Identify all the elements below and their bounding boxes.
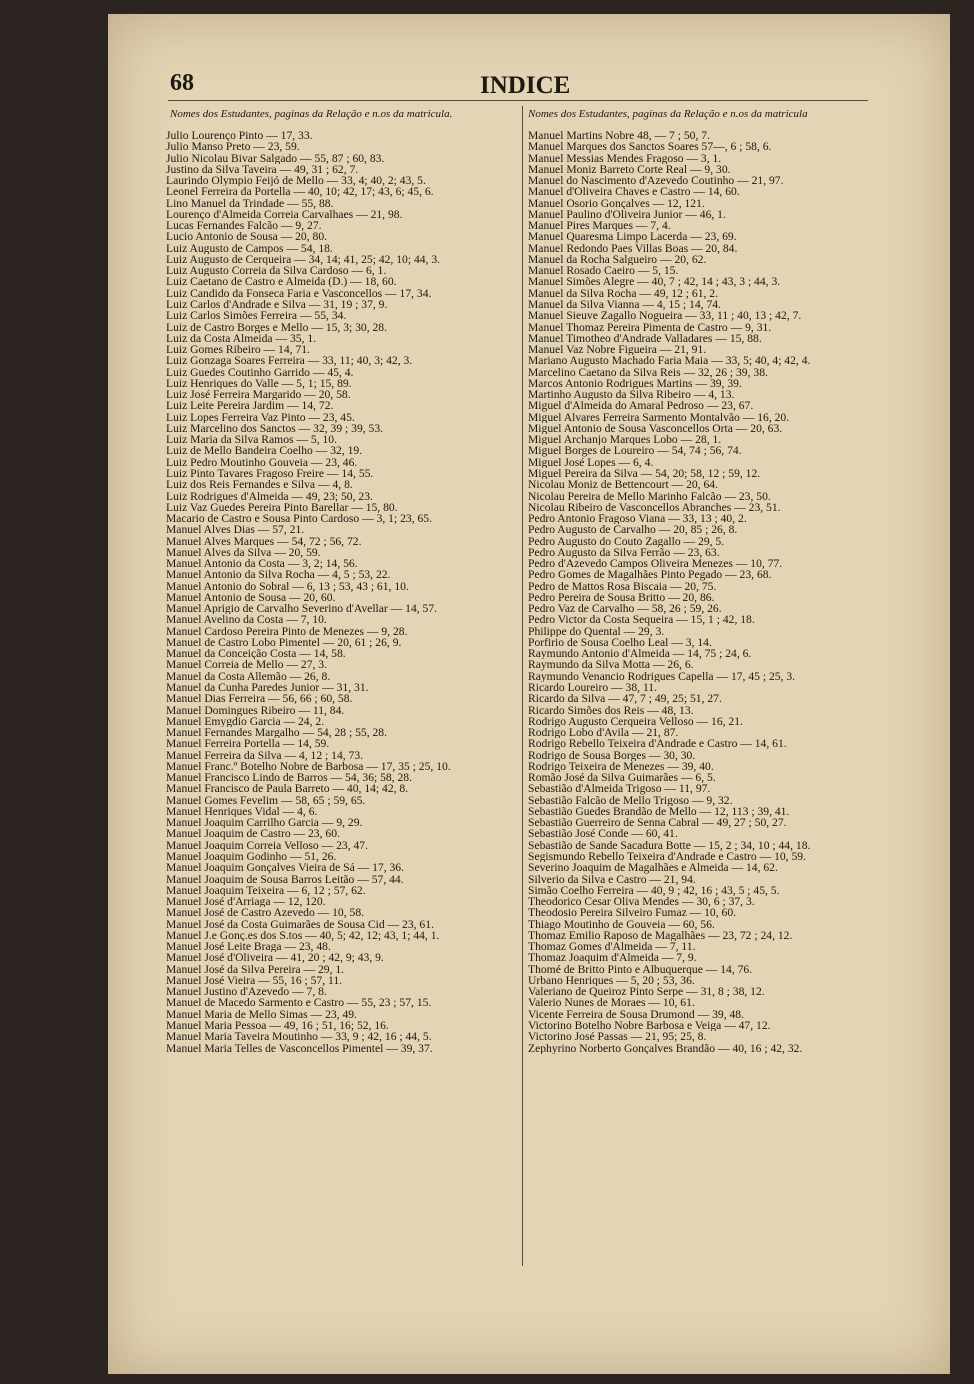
index-entry: Manuel Francisco Lindo de Barros — 54, 36; 58, 28.: [166, 772, 413, 784]
index-entry: Zephyrino Norberto Gonçalves Brandão — 40, 16 ; 42, 32.: [528, 1042, 803, 1054]
index-entry: Manuel de Castro Lobo Pimentel — 20, 61 ; 26, 9.: [166, 636, 402, 649]
index-entry: Manuel Simões Alegre — 40, 7 ; 42, 14 ; 43, 3 ; 44, 3.: [528, 276, 781, 288]
index-entry: Manuel Paulino d'Oliveira Junior — 46, 1.: [528, 208, 726, 221]
index-entry: Pedro Victor da Costa Sequeira — 15, 1 ; 42, 18.: [528, 614, 755, 626]
index-entry: Manuel Antonio de Sousa — 20, 60.: [166, 591, 336, 604]
index-entry: Luiz Carlos d'Andrade e Silva — 31, 19 ; 37, 9.: [166, 298, 388, 311]
index-entry: Luiz Augusto de Cerqueira — 34, 14; 41, 25; 42, 10; 44, 3.: [166, 253, 441, 266]
index-entry: Thomaz Gomes d'Almeida — 7, 11.: [528, 941, 696, 953]
index-entry: Manuel J.e Gonç.es dos S.tos — 40, 5; 42, 12; 43, 1; 44, 1.: [166, 929, 440, 942]
index-entry: Laurindo Olympio Feijó de Mello — 33, 4; 40, 2; 43, 5.: [166, 175, 426, 187]
index-entry: Mariano Augusto Machado Faria Maia — 33, 5; 40, 4; 42, 4.: [528, 355, 811, 367]
index-entry: Manuel Joaquim Teixeira — 6, 12 ; 57, 62.: [166, 884, 366, 897]
index-entry: Julio Manso Preto — 23, 59.: [166, 141, 300, 153]
index-entry: Manuel Alves Dias — 57, 21.: [166, 524, 305, 536]
index-entry: Severino Joaquim de Magalhães e Almeida — 14, 62.: [528, 862, 778, 874]
index-entry: Ricardo Loureiro — 38, 11.: [528, 682, 658, 694]
index-entry: Pedro Antonio Fragoso Viana — 33, 13 ; 40, 2.: [528, 513, 747, 525]
index-entry: Manuel da Silva Rocha — 49, 12 ; 61, 2.: [528, 287, 718, 299]
index-entry: Sebastião Guerreiro de Senna Cabral — 49, 27 ; 50, 27.: [528, 817, 787, 829]
index-entry: Pedro Gomes de Magalhães Pinto Pegado — 23, 68.: [528, 569, 772, 581]
index-entry: Valerio Nunes de Moraes — 10, 61.: [528, 997, 695, 1009]
index-entry: Manuel Henriques Vidal — 4, 6.: [166, 805, 318, 818]
index-entry: Rodrigo Rebello Teixeira d'Andrade e Castro — 14, 61.: [528, 738, 787, 750]
index-entry: Sebastião d'Almeida Trigoso — 11, 97.: [528, 783, 711, 795]
index-entry: Martinho Augusto da Silva Ribeiro — 4, 13.: [528, 389, 735, 401]
index-entry: Pedro de Mattos Rosa Biscaia — 20, 75.: [528, 580, 717, 592]
index-entry: Manuel Rosado Caeiro — 5, 15.: [528, 265, 679, 277]
index-entry: Thomaz Emilio Raposo de Magalhães — 23, 72 ; 24, 12.: [528, 929, 793, 942]
index-entry: Manuel Avelino da Costa — 7, 10.: [166, 614, 327, 626]
index-entry: Manuel Moniz Barreto Corte Real — 9, 30.: [528, 163, 731, 176]
index-entry: Nicolau Ribeiro de Vasconcellos Abranches — 23, 51.: [528, 501, 781, 514]
index-entry: Macario de Castro e Sousa Pinto Cardoso — 3, 1; 23, 65.: [166, 513, 432, 525]
index-entry: Manuel Maria Pessoa — 49, 16 ; 51, 16; 52, 16.: [166, 1019, 389, 1032]
index-entry: Romão José da Silva Guimarães — 6, 5.: [528, 772, 716, 784]
index-entry: Manuel José d'Oliveira — 41, 20 ; 42, 9; 43, 9.: [166, 952, 384, 964]
index-entry: Luiz Lopes Ferreira Vaz Pinto — 23, 45.: [166, 411, 355, 423]
index-entry: Rodrigo Teixeira de Menezes — 39, 40.: [528, 760, 714, 773]
index-entry: Luiz Pedro Moutinho Gouveia — 23, 46.: [166, 456, 358, 468]
index-entry: Justino da Silva Taveira — 49, 31 ; 62, 7.: [166, 163, 359, 176]
index-entry: Manuel Joaquim Correia Velloso — 23, 47.: [166, 839, 369, 851]
index-entry: Manuel Correia de Mello — 27, 3.: [166, 659, 327, 671]
index-entry: Luiz Leite Pereira Jardim — 14, 72.: [166, 400, 334, 412]
index-entry: Raymundo Venancio Rodrigues Capella — 17, 45 ; 25, 3.: [528, 670, 796, 683]
index-entry: Manuel Maria de Mello Simas — 23, 49.: [166, 1008, 357, 1020]
index-entry: Luiz Henriques do Valle — 5, 1; 15, 89.: [166, 377, 352, 390]
index-entry: Nicolau Moniz de Bettencourt — 20, 64.: [528, 479, 718, 491]
index-entry: Manuel Joaquim de Sousa Barros Leitão — 57, 44.: [166, 873, 404, 885]
index-entry: Manuel José d'Arriaga — 12, 120.: [166, 896, 326, 908]
right-column-heading: Nomes dos Estudantes, paginas da Relação e n.os da matricula: [528, 108, 808, 120]
index-entry: Victorino Botelho Nobre Barbosa e Veiga — 47, 12.: [528, 1019, 771, 1032]
index-entry: Sebastião de Sande Sacadura Botte — 15, 2 ; 34, 10 ; 44, 18.: [528, 839, 811, 851]
index-entry: Marcos Antonio Rodrigues Martins — 39, 39.: [528, 377, 742, 390]
index-entry: Manuel Antonio da Costa — 3, 2; 14, 56.: [166, 558, 358, 570]
index-entry: Manuel da Conceição Costa — 14, 58.: [166, 648, 346, 660]
index-entry: Miguel Archanjo Marques Lobo — 28, 1.: [528, 434, 722, 446]
index-entry: Pedro Augusto do Couto Zagallo — 29, 5.: [528, 535, 725, 547]
index-entry: Manuel Domingues Ribeiro — 11, 84.: [166, 704, 345, 716]
page-title: INDICE: [480, 72, 571, 99]
index-entry: Manuel José Leite Braga — 23, 48.: [166, 941, 331, 953]
index-entry: Manuel do Nascimento d'Azevedo Coutinho — 21, 97.: [528, 175, 784, 187]
index-entry: Manuel Joaquim Godinho — 51, 26.: [166, 851, 337, 863]
index-entry: Manuel Ferreira Portella — 14, 59.: [166, 738, 330, 750]
index-entry: Manuel Joaquim Gonçalves Vieira de Sá — 17, 36.: [166, 862, 404, 874]
header-rule: [168, 100, 868, 101]
index-entry: Manuel Gomes Fevelim — 58, 65 ; 59, 65.: [166, 794, 366, 806]
index-entry: Luiz da Costa Almeida — 35, 1.: [166, 332, 317, 345]
index-entry: Manuel Sieuve Zagallo Nogueira — 33, 11 ; 40, 13 ; 42, 7.: [528, 310, 802, 322]
index-entry: Ricardo Simões dos Reis — 48, 13.: [528, 704, 694, 716]
index-entry: Luiz de Mello Bandeira Coelho — 32, 19.: [166, 445, 363, 457]
index-entry: Leonel Ferreira da Portella — 40, 10; 42, 17; 43, 6; 45, 6.: [166, 186, 434, 198]
index-entry: Luiz dos Reis Fernandes e Silva — 4, 8.: [166, 479, 353, 491]
index-entry: Manuel Francisco de Paula Barreto — 40, 14; 42, 8.: [166, 783, 409, 795]
left-index-column: [166, 130, 518, 1054]
index-entry: Manuel Redondo Paes Villas Boas — 20, 84.: [528, 242, 738, 254]
index-entry: Ricardo da Silva — 47, 7 ; 49, 25; 51, 27.: [528, 693, 722, 705]
index-entry: Manuel Timotheo d'Andrade Valladares — 15, 88.: [528, 332, 762, 345]
index-entry: Manuel de Macedo Sarmento e Castro — 55, 23 ; 57, 15.: [166, 997, 432, 1009]
index-entry: Sebastião José Conde — 60, 41.: [528, 828, 678, 840]
index-entry: Marcelino Caetano da Silva Reis — 32, 26 ; 39, 38.: [528, 366, 768, 378]
index-entry: Manuel Justino d'Azevedo — 7, 8.: [166, 986, 327, 998]
index-entry: Segismundo Rebello Teixeira d'Andrade e Castro — 10, 59.: [528, 851, 806, 863]
index-entry: Luiz Pinto Tavares Fragoso Freire — 14, 55.: [166, 467, 374, 480]
index-entry: Manuel da Silva Vianna — 4, 15 ; 14, 74.: [528, 298, 721, 311]
index-entry: Rodrigo Lobo d'Avila — 21, 87.: [528, 727, 679, 739]
index-entry: Luiz de Castro Borges e Mello — 15, 3; 30, 28.: [166, 321, 388, 333]
page-number: 68: [170, 70, 194, 96]
index-entry: Pedro Vaz de Carvalho — 58, 26 ; 59, 26.: [528, 603, 722, 615]
index-entry: Luiz Augusto de Campos — 54, 18.: [166, 242, 333, 254]
index-entry: Miguel José Lopes — 6, 4.: [528, 456, 654, 468]
index-entry: Porfirio de Sousa Coelho Leal — 3, 14.: [528, 636, 712, 649]
index-entry: Manuel Joaquim Carrilho Garcia — 9, 29.: [166, 817, 363, 829]
index-entry: Sebastião Guedes Brandão de Mello — 12, 113 ; 39, 41.: [528, 805, 790, 818]
index-entry: Valeriano de Queiroz Pinto Serpe — 31, 8 ; 38, 12.: [528, 986, 765, 998]
index-entry: Lourenço d'Almeida Correia Carvalhaes — 21, 98.: [166, 208, 403, 221]
index-entry: Luiz Gonzaga Soares Ferreira — 33, 11; 40, 3; 42, 3.: [166, 355, 413, 367]
index-entry: Theodorico Cesar Oliva Mendes — 30, 6 ; 37, 3.: [528, 896, 755, 908]
index-entry: Lucio Antonio de Sousa — 20, 80.: [166, 231, 328, 243]
index-entry: Manuel José Vieira — 55, 16 ; 57, 11.: [166, 974, 343, 987]
index-entry: Thiago Moutinho de Gouveia — 60, 56.: [528, 918, 715, 930]
index-entry: Miguel Alvares Ferreira Sarmento Montalvão — 16, 20.: [528, 411, 790, 423]
index-entry: Pedro Pereira de Sousa Britto — 20, 86.: [528, 591, 715, 604]
index-entry: Philippe do Quental — 29, 3.: [528, 625, 665, 637]
index-entry: Manuel d'Oliveira Chaves e Castro — 14, 60.: [528, 186, 740, 198]
index-entry: Manuel da Costa Allemão — 26, 8.: [166, 670, 331, 683]
index-entry: Manuel Emygdio Garcia — 24, 2.: [166, 715, 325, 728]
index-entry: Manuel Dias Ferreira — 56, 66 ; 60, 58.: [166, 693, 353, 705]
index-entry: Raymundo da Silva Motta — 26, 6.: [528, 659, 694, 671]
index-entry: Luiz Rodrigues d'Almeida — 49, 23; 50, 23.: [166, 490, 373, 502]
index-entry: Julio Lourenço Pinto — 17, 33.: [166, 130, 313, 142]
index-entry: Manuel da Rocha Salgueiro — 20, 62.: [528, 253, 707, 266]
index-entry: Pedro d'Azevedo Campos Oliveira Menezes — 10, 77.: [528, 558, 783, 570]
index-entry: Miguel Borges de Loureiro — 54, 74 ; 56, 74.: [528, 445, 742, 457]
index-entry: Manuel Aprigio de Carvalho Severino d'Avellar — 14, 57.: [166, 603, 438, 615]
index-entry: Luiz Guedes Coutinho Garrido — 45, 4.: [166, 366, 354, 378]
index-entry: Rodrigo Augusto Cerqueira Velloso — 16, 21.: [528, 715, 743, 728]
index-entry: Raymundo Antonio d'Almeida — 14, 75 ; 24, 6.: [528, 648, 752, 660]
index-entry: Manuel Pires Marques — 7, 4.: [528, 220, 671, 232]
index-entry: Vicente Ferreira de Sousa Drumond — 39, 48.: [528, 1008, 744, 1020]
index-entry: Manuel Alves Marques — 54, 72 ; 56, 72.: [166, 535, 362, 547]
index-entry: Manuel Franc.º Botelho Nobre de Barbosa — 17, 35 ; 25, 10.: [166, 760, 451, 773]
index-entry: Manuel Cardoso Pereira Pinto de Menezes — 9, 28.: [166, 625, 408, 637]
index-entry: Lucas Fernandes Falcão — 9, 27.: [166, 220, 322, 232]
index-entry: Julio Nicolau Bivar Salgado — 55, 87 ; 60, 83.: [166, 152, 385, 164]
index-entry: Sebastião Falcão de Mello Trigoso — 9, 32.: [528, 794, 733, 806]
index-entry: Manuel Messias Mendes Fragoso — 3, 1.: [528, 152, 722, 164]
index-entry: Manuel José de Castro Azevedo — 10, 58.: [166, 907, 365, 919]
column-divider: [522, 106, 523, 1266]
index-entry: Manuel Antonio do Sobral — 6, 13 ; 53, 43 ; 61, 10.: [166, 580, 409, 592]
index-entry: Theodosio Pereira Silveiro Fumaz — 10, 60.: [528, 907, 737, 919]
index-entry: Manuel Thomaz Pereira Pimenta de Castro — 9, 31.: [528, 321, 772, 333]
index-entry: Luiz Vaz Guedes Pereira Pinto Barellar — 15, 80.: [166, 501, 398, 514]
index-entry: Luiz José Ferreira Margarido — 20, 58.: [166, 389, 351, 401]
index-entry: Miguel Pereira da Silva — 54, 20; 58, 12 ; 59, 12.: [528, 467, 761, 480]
index-entry: Manuel Osorio Gonçalves — 12, 121.: [528, 197, 705, 209]
index-entry: Pedro Augusto de Carvalho — 20, 85 ; 26, 8.: [528, 524, 738, 536]
index-entry: Manuel Antonio da Silva Rocha — 4, 5 ; 53, 22.: [166, 569, 391, 581]
index-entry: Miguel d'Almeida do Amaral Pedroso — 23, 67.: [528, 400, 754, 412]
index-entry: Manuel Maria Telles de Vasconcellos Pimentel — 39, 37.: [166, 1042, 433, 1054]
index-entry: Pedro Augusto da Silva Ferrão — 23, 63.: [528, 546, 720, 559]
index-entry: Simão Coelho Ferreira — 40, 9 ; 42, 16 ; 43, 5 ; 45, 5.: [528, 884, 780, 897]
index-entry: Luiz Gomes Ribeiro — 14, 71.: [166, 344, 310, 356]
left-column-heading: Nomes dos Estudantes, paginas da Relação e n.os da matricula.: [170, 108, 453, 120]
index-entry: Luiz Carlos Simões Ferreira — 55, 34.: [166, 310, 347, 322]
index-entry: Thomaz Joaquim d'Almeida — 7, 9.: [528, 952, 697, 964]
index-entry: Luiz Augusto Correia da Silva Cardoso — 6, 1.: [166, 265, 387, 277]
index-entry: Manuel Alves da Silva — 20, 59.: [166, 546, 321, 559]
index-entry: Urbano Henriques — 5, 20 ; 53, 36.: [528, 974, 695, 987]
index-entry: Manuel Ferreira da Silva — 4, 12 ; 14, 73.: [166, 749, 364, 761]
index-entry: Luiz Candido da Fonseca Faria e Vasconcellos — 17, 34.: [166, 287, 432, 299]
index-entry: Manuel Maria Taveira Moutinho — 33, 9 ; 42, 16 ; 44, 5.: [166, 1031, 432, 1043]
index-entry: Nicolau Pereira de Mello Marinho Falcão — 23, 50.: [528, 490, 771, 502]
index-entry: Manuel Fernandes Margalho — 54, 28 ; 55, 28.: [166, 727, 388, 739]
index-entry: Manuel José da Silva Pereira — 29, 1.: [166, 963, 345, 975]
index-entry: Luiz Marcelino dos Sanctos — 32, 39 ; 39, 53.: [166, 422, 384, 435]
index-entry: Manuel José da Costa Guimarães de Sousa Cid — 23, 61.: [166, 918, 434, 930]
index-entry: Thomé de Britto Pinto e Albuquerque — 14, 76.: [528, 963, 753, 975]
index-entry: Miguel Antonio de Sousa Vasconcellos Orta — 20, 63.: [528, 422, 783, 435]
index-entry: Manuel da Cunha Paredes Junior — 31, 31.: [166, 682, 369, 694]
index-entry: Manuel Martins Nobre 48, — 7 ; 50, 7.: [528, 130, 710, 142]
index-entry: Luiz Caetano de Castro e Almeida (D.) — 18, 60.: [166, 276, 397, 288]
index-entry: Manuel Quaresma Limpo Lacerda — 23, 69.: [528, 231, 737, 243]
index-entry: Lino Manuel da Trindade — 55, 88.: [166, 197, 334, 209]
index-entry: Manuel Joaquim de Castro — 23, 60.: [166, 828, 340, 840]
right-index-column: [528, 130, 870, 1054]
index-entry: Luiz Maria da Silva Ramos — 5, 10.: [166, 434, 337, 446]
index-entry: Rodrigo de Sousa Borges — 30, 30.: [528, 749, 696, 761]
index-entry: Silverio da Silva e Castro — 21, 94.: [528, 873, 696, 885]
index-entry: Manuel Marques dos Sanctos Soares 57—, 6 ; 58, 6.: [528, 141, 772, 153]
index-entry: Victorino José Passas — 21, 95; 25, 8.: [528, 1031, 707, 1043]
index-entry: Manuel Vaz Nobre Figueira — 21, 91.: [528, 344, 707, 356]
